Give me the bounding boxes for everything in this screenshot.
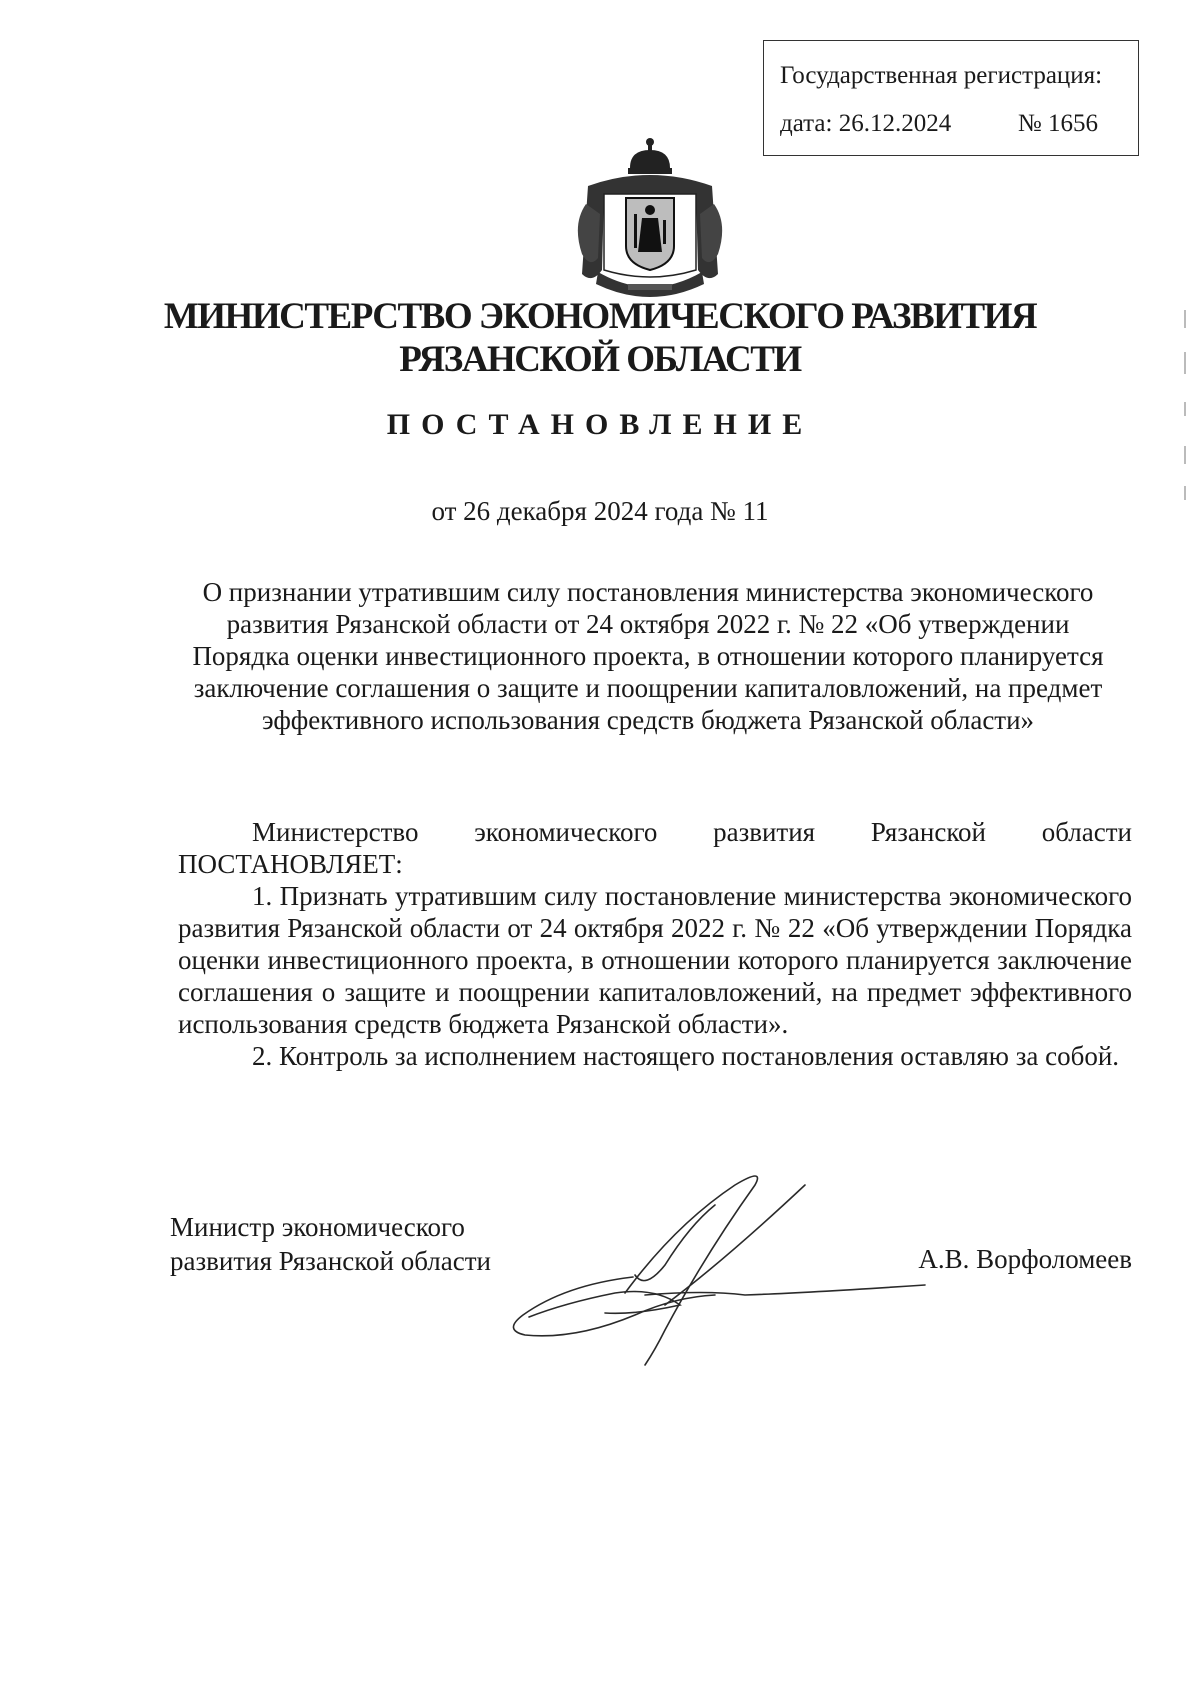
body-preamble: Министерство экономического развития Рязанской области ПОСТАНОВЛЯЕТ: xyxy=(178,817,1132,879)
registration-stamp xyxy=(763,40,1139,156)
scan-mark xyxy=(1184,352,1186,374)
signatory-name: А.В. Ворфоломеев xyxy=(918,1244,1132,1274)
signatory-position-line1: Министр экономического xyxy=(170,1212,465,1242)
scan-mark xyxy=(1184,486,1186,500)
signatory-position xyxy=(170,1210,491,1278)
body-item-2: 2. Контроль за исполнением настоящего постановления оставляю за собой. xyxy=(252,1041,1120,1071)
scan-mark xyxy=(1184,402,1186,416)
registration-date: дата: 26.12.2024 xyxy=(780,110,952,137)
registration-number: № 1656 xyxy=(1017,110,1098,137)
document-subject xyxy=(168,576,1128,736)
ministry-name-line2: РЯЗАНСКОЙ ОБЛАСТИ xyxy=(399,338,801,380)
scan-mark xyxy=(1184,446,1186,464)
subject-line: О признании утратившим силу постановления министерства экономического xyxy=(202,577,1094,607)
ministry-name xyxy=(0,296,1200,381)
document-body xyxy=(178,816,1132,1072)
document-date-number: от 26 декабря 2024 года № 11 xyxy=(431,496,769,526)
subject-line: Порядка оценки инвестиционного проекта, в отношении которого планируется xyxy=(192,641,1104,671)
document-type: ПОСТАНОВЛЕНИЕ xyxy=(386,408,814,441)
ministry-name-line1: МИНИСТЕРСТВО ЭКОНОМИЧЕСКОГО РАЗВИТИЯ xyxy=(163,296,1037,337)
body-item-1: 1. Признать утратившим силу постановление министерства экономического развития Рязанской области от 24 октября 2022 г. № 22 «Об утверждении Порядка оценки инвестиционного проекта, в отношении которого планируется заключение соглашения о защите и поощрении капиталовложений, на предмет эффективного использования средств бюджета Рязанской области». xyxy=(178,881,1132,1039)
scan-mark xyxy=(1184,310,1186,328)
coat-of-arms-icon xyxy=(568,134,732,304)
subject-line: заключение соглашения о защите и поощрении капиталовложений, на предмет xyxy=(193,673,1103,703)
subject-line: эффективного использования средств бюджета Рязанской области» xyxy=(261,705,1035,735)
subject-line: развития Рязанской области от 24 октября 2022 г. № 22 «Об утверждении xyxy=(226,609,1070,639)
registration-title: Государственная регистрация: xyxy=(780,62,1103,89)
handwritten-signature xyxy=(505,1165,935,1395)
signatory-position-line2: развития Рязанской области xyxy=(170,1246,491,1276)
